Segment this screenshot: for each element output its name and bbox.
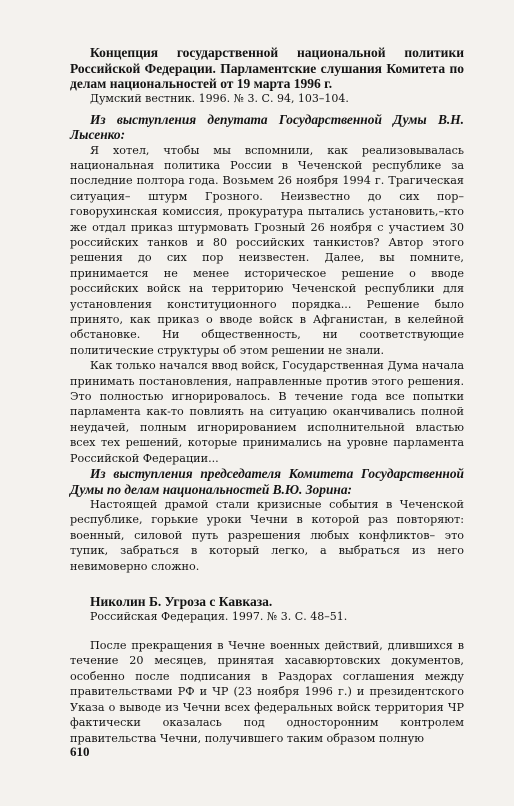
speaker1-paragraph-1: Я хотел, чтобы мы вспомнили, как реализовывалась национальная политика России в Чеченской республике за последние полтора года. Возьмем 26 ноября 1994 г. Трагическая ситуация– штурм Грозного. Неизвестно до сих пор– говорухинская комиссия, прокуратура пытались установить,–кто же отдал приказ штурмовать Грозный 26 ноября с участием 30 российских танков и 80 российских танкистов? Автор этого решения до сих пор неизвестен. Далее, вы помните, принимается не менее историческое решение о вводе российских войск на территорию Чеченской республики для установления конституционного порядка... Решение было принято, как приказ о вводе войск в Афганистан, в келейной обстановке. Ни общественность, ни соответствующие политические структуры об этом решении не знали. bbox=[70, 143, 464, 357]
section-gap bbox=[70, 574, 464, 594]
page-number: 610 bbox=[70, 744, 90, 759]
section-concept-hearings bbox=[70, 45, 464, 574]
section1-title: Концепция государственной национальной политики Российской Федерации. Парламентские слушания Комитета по делам национальностей от 19 марта 1996 г. bbox=[70, 45, 464, 91]
section2-title: Николин Б. Угроза с Кавказа. bbox=[90, 594, 273, 610]
section2-paragraph-1: После прекращения в Чечне военных действий, длившихся в течение 20 месяцев, принятая хасавюртовских документов, особенно после подписания в Раздорах соглашения между правительствами РФ и ЧР (23 ноября 1996 г.) и президентского Указа о выводе из Чечни всех федеральных войск территория ЧР фактически оказалась под односторонним контролем правительства Чечни, получившего таким образом полную bbox=[70, 639, 464, 745]
speaker1-paragraph-2: Как только начался ввод войск, Государственная Дума начала принимать постановления, направленные против этого решения. Это полностью игнорировалось. В течение года все попытки парламента как-то повлиять на ситуацию оканчивались полной неудачей, полным игнорированием исполнительной властью всех тех решений, которые принимались на уровне парламента Российской Федерации... bbox=[70, 359, 464, 465]
section-nikolin bbox=[70, 594, 464, 746]
speaker2-heading: Из выступления председателя Комитета Государственной Думы по делам национальностей В.Ю. Зорина: bbox=[70, 466, 464, 497]
section1-source: Думский вестник. 1996. № 3. С. 94, 103–104. bbox=[90, 91, 349, 105]
section2-source: Российская Федерация. 1997. № 3. С. 48–51. bbox=[90, 610, 348, 624]
speaker2-paragraph-1: Настоящей драмой стали кризисные события в Чеченской республике, горькие уроки Чечни в которой раз повторяют: военный, силовой путь разрешения любых конфликтов– это тупик, забраться в который легко, а выбраться из него невимоверно сложно. bbox=[70, 498, 464, 573]
speaker1-heading: Из выступления депутата Государственной Думы В.Н. Лысенко: bbox=[70, 111, 464, 142]
